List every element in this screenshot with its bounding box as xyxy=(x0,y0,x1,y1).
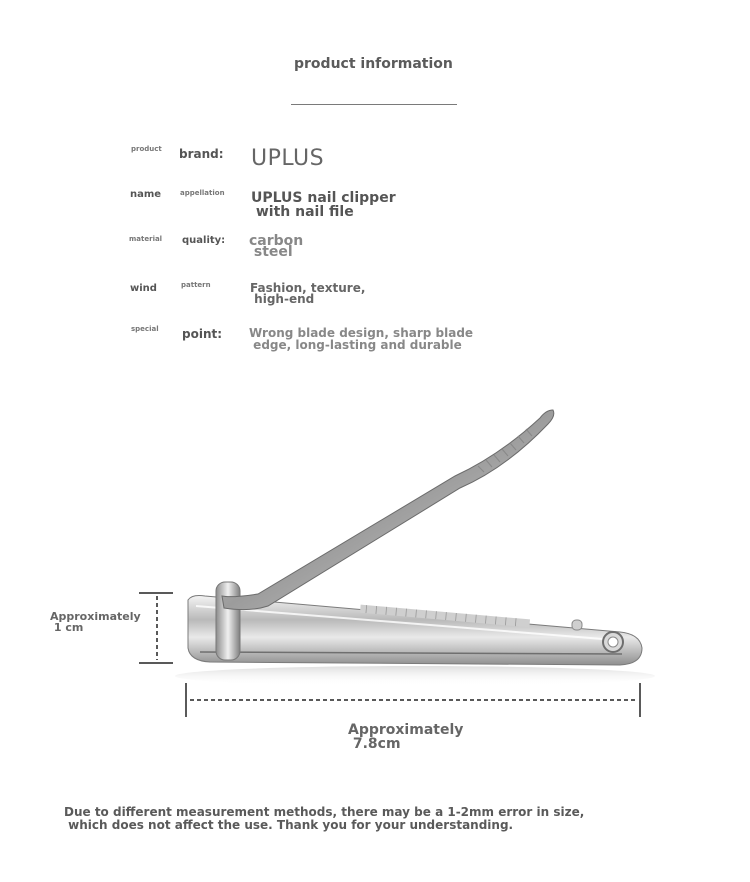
spec-left-label-special: special xyxy=(131,325,159,333)
spec-value-pattern: Fashion, texture, high-end xyxy=(250,281,366,306)
spec-key-appellation: appellation xyxy=(180,189,225,197)
spec-left-label-material: material xyxy=(129,235,163,243)
length-dimension xyxy=(186,683,640,717)
height-dimension-label: Approximately 1 cm xyxy=(50,610,141,634)
page-title: product information xyxy=(294,56,453,72)
spec-left-label-wind: wind xyxy=(130,283,157,294)
spec-key-point: point: xyxy=(182,327,223,341)
spec-value-quality: carbon steel xyxy=(249,233,304,260)
clipper-shadow xyxy=(175,666,655,686)
length-dimension-label: Approximately 7.8cm xyxy=(348,722,464,752)
center-pin xyxy=(216,582,240,660)
measurement-disclaimer: Due to different measurement methods, there may be a 1-2mm error in size, which does not affect the use. Thank you for your understanding. xyxy=(64,805,585,832)
spec-value-point: Wrong blade design, sharp blade edge, long-lasting and durable xyxy=(249,326,474,352)
spec-left-label-name: name xyxy=(130,189,162,200)
spec-key-brand: brand: xyxy=(179,147,224,161)
spec-value-appellation: UPLUS nail clipper with nail file xyxy=(251,190,396,220)
height-dimension xyxy=(139,593,173,663)
spec-value-brand: UPLUS xyxy=(251,146,325,171)
clipper-lever xyxy=(222,410,554,610)
spec-left-label-product: product xyxy=(131,145,162,153)
spec-key-quality: quality: xyxy=(182,235,226,246)
spec-key-pattern: pattern xyxy=(181,281,211,289)
